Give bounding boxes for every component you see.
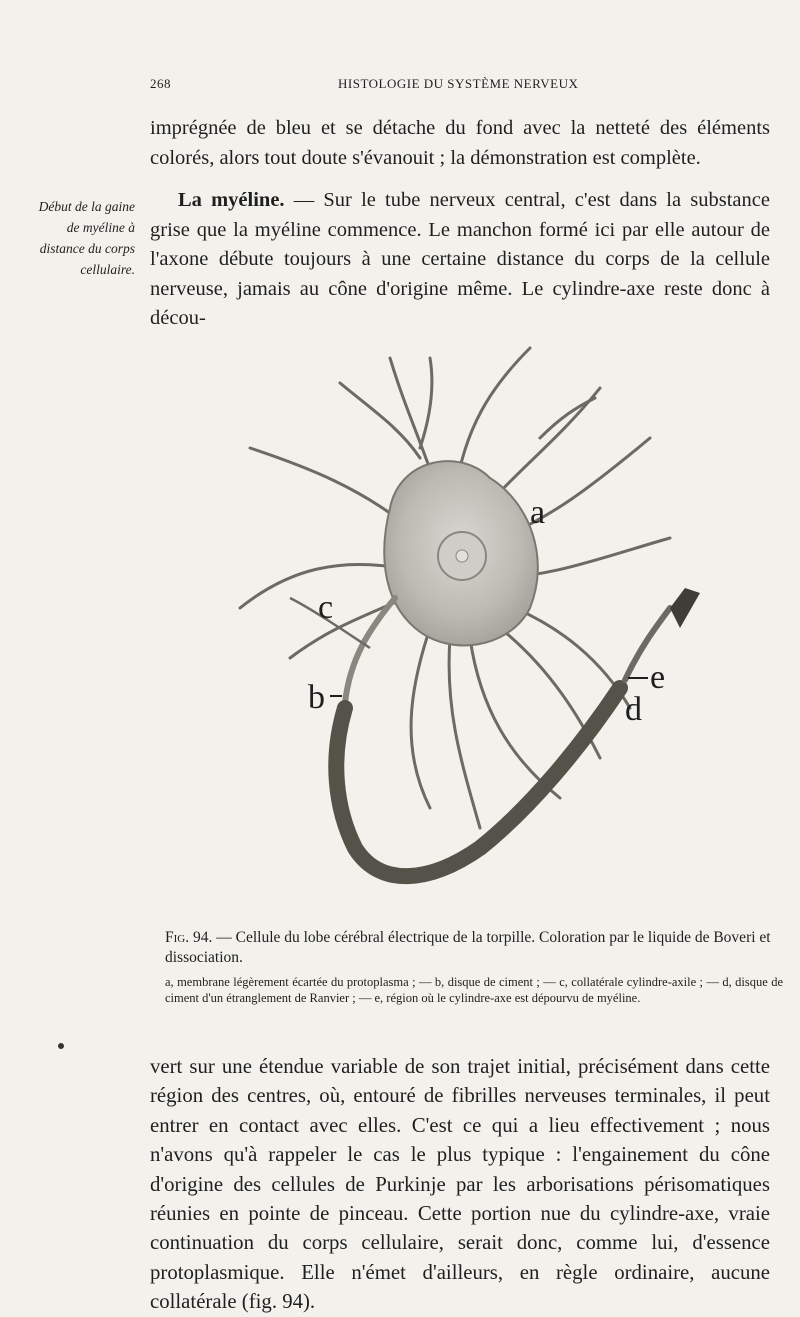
nucleolus [456, 550, 468, 562]
figure-caption-text: — Cellule du lobe cérébral électrique de la torpille. Coloration par le liquide de Boveri et dissociation. [165, 929, 771, 966]
page-number: 268 [150, 76, 171, 91]
running-title: HISTOLOGIE DU SYSTÈME NERVEUX [338, 76, 579, 91]
label-d: d [625, 691, 642, 728]
figure-label: Fig. 94. [165, 929, 213, 946]
paragraph-continuation: vert sur une étendue variable de son trajet initial, précisément dans cette région des centres, où, entouré de fibrilles nerveuses terminales, il peut entrer en contact avec elles. C'est ce qui a lieu effectivement ; nous n'avons qu'à rappeler le cas le plus typique : l'engainement du cône d'origine des cellules de Purkinje par les arborisations périsomatiques réunies en pointe de pinceau. Cette portion nue du cylindre-axe, vraie continuation du corps cellulaire, serait donc, comme lui, d'essence protoplasmique. Elle n'émet d'ailleurs, en règle ordinaire, aucune collatérale (fig. 94). [150, 1055, 770, 1314]
paragraph-myeline-body: — Sur le tube nerveux central, c'est dans la substance grise que la myéline commence. Le manchon formé ici par elle autour de l'axone débute toujours à une certaine distance du corps de la cellule nerveuse, jamais au cône d'origine même. Le cylindre-axe reste donc à décou- [150, 189, 770, 329]
page-mark [58, 1043, 64, 1049]
label-c: c [318, 589, 334, 626]
figure-legend: a, membrane légèrement écartée du protoplasma ; — b, disque de ciment ; — c, collatérale cylindre-axile ; — d, disque de ciment d'un étranglement de Ranvier ; — e, région où le cylindre-axe est dépourvu de myéline. [165, 975, 783, 1005]
section-title: La myéline. [178, 189, 285, 211]
neuron-illustration [230, 328, 710, 898]
label-e: e [650, 659, 666, 696]
page-header [150, 76, 790, 98]
label-b: b [308, 679, 325, 716]
axon-end [670, 588, 700, 628]
margin-note: Début de la gaine de myéline à distance du corps cellulaire. [38, 199, 135, 277]
paragraph-intro: imprégnée de bleu et se détache du fond avec la netteté des éléments colorés, alors tout doute s'évanouit ; la démonstration est complète. [150, 117, 770, 169]
label-a: a [530, 494, 546, 531]
figure-caption [165, 928, 783, 968]
paragraph-myeline [150, 186, 770, 334]
